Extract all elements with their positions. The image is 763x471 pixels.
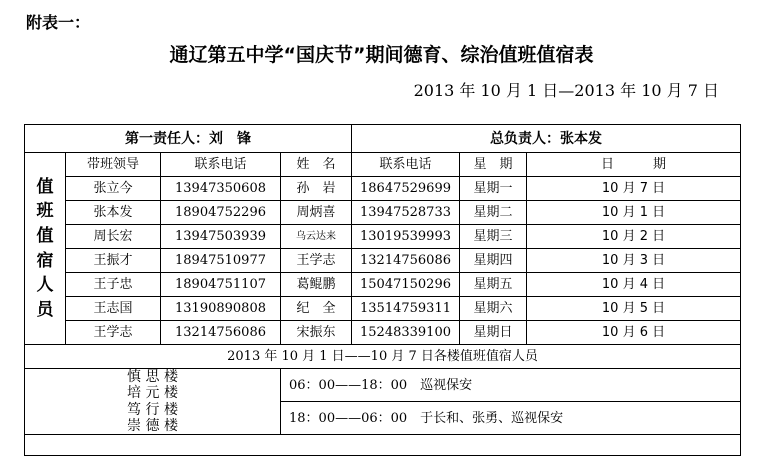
table-row <box>25 225 741 249</box>
date: 10 月 6 日 <box>527 321 741 345</box>
table-row <box>25 321 741 345</box>
side-label-char: 宿 <box>36 250 54 271</box>
column-header: 日 期 <box>527 153 741 177</box>
staff-name: 纪 全 <box>281 297 352 321</box>
leader-name: 王志国 <box>66 297 161 321</box>
building-name: 慎 思 楼 <box>127 369 178 386</box>
leader-phone: 13214756086 <box>161 321 281 345</box>
weekday: 星期五 <box>460 273 527 297</box>
shift-day: 06：00——18：00 巡视保安 <box>281 369 741 402</box>
staff-phone: 18647529699 <box>352 177 460 201</box>
buildings-caption-row <box>25 345 741 369</box>
date: 10 月 5 日 <box>527 297 741 321</box>
weekday: 星期一 <box>460 177 527 201</box>
weekday: 星期二 <box>460 201 527 225</box>
table-row <box>25 177 741 201</box>
table-row <box>25 273 741 297</box>
column-header: 星 期 <box>460 153 527 177</box>
table-row <box>25 249 741 273</box>
staff-phone: 13214756086 <box>352 249 460 273</box>
leader-phone: 18904751107 <box>161 273 281 297</box>
leader-phone: 13190890808 <box>161 297 281 321</box>
leader-name: 王振才 <box>66 249 161 273</box>
staff-name: 乌云达来 <box>281 225 352 249</box>
attachment-label: 附表一： <box>26 13 91 32</box>
side-label-char: 人 <box>36 275 54 296</box>
column-header: 姓 名 <box>281 153 352 177</box>
weekday: 星期日 <box>460 321 527 345</box>
date: 10 月 3 日 <box>527 249 741 273</box>
leader-name: 王子忠 <box>66 273 161 297</box>
staff-name: 葛鲲鹏 <box>281 273 352 297</box>
building-name: 培 元 楼 <box>127 385 178 402</box>
column-header: 带班领导 <box>66 153 161 177</box>
weekday: 星期四 <box>460 249 527 273</box>
leader-name: 张立今 <box>66 177 161 201</box>
side-label-char: 值 <box>36 176 54 197</box>
leader-name: 张本发 <box>66 201 161 225</box>
weekday: 星期三 <box>460 225 527 249</box>
side-label-char: 值 <box>36 225 54 246</box>
trailing-row <box>25 435 741 456</box>
leader-phone: 18904752296 <box>161 201 281 225</box>
date: 10 月 7 日 <box>527 177 741 201</box>
staff-phone: 13947528733 <box>352 201 460 225</box>
responsible-row <box>25 125 741 153</box>
staff-phone: 13514759311 <box>352 297 460 321</box>
date: 10 月 4 日 <box>527 273 741 297</box>
document-title: 通辽第五中学“国庆节”期间德育、综治值班值宿表 <box>169 44 594 66</box>
leader-name: 周长宏 <box>66 225 161 249</box>
column-header: 联系电话 <box>352 153 460 177</box>
date: 10 月 2 日 <box>527 225 741 249</box>
leader-phone: 13947350608 <box>161 177 281 201</box>
table-row <box>25 201 741 225</box>
column-header: 联系电话 <box>161 153 281 177</box>
staff-phone: 15047150296 <box>352 273 460 297</box>
staff-name: 周炳喜 <box>281 201 352 225</box>
shift-night: 18：00——06：00 于长和、张勇、巡视保安 <box>281 402 741 435</box>
date-range: 2013 年 10 月 1 日—2013 年 10 月 7 日 <box>413 81 719 100</box>
first-responsible: 第一责任人：刘 锋 <box>25 125 352 153</box>
weekday: 星期六 <box>460 297 527 321</box>
date: 10 月 1 日 <box>527 201 741 225</box>
staff-phone: 15248339100 <box>352 321 460 345</box>
side-label-char: 班 <box>36 201 54 222</box>
leader-phone: 13947503939 <box>161 225 281 249</box>
table-row <box>25 297 741 321</box>
buildings-list <box>25 369 281 435</box>
building-name: 崇 德 楼 <box>127 417 178 434</box>
staff-name: 孙 岩 <box>281 177 352 201</box>
side-label-char: 员 <box>36 299 54 320</box>
staff-name: 王学志 <box>281 249 352 273</box>
side-label <box>25 153 66 345</box>
shift-row <box>25 369 741 402</box>
chief-responsible: 总负责人：张本发 <box>352 125 741 153</box>
leader-name: 王学志 <box>66 321 161 345</box>
staff-phone: 13019539993 <box>352 225 460 249</box>
blank-cell <box>25 435 741 456</box>
column-header-row <box>25 153 741 177</box>
buildings-caption: 2013 年 10 月 1 日——10 月 7 日各楼值班值宿人员 <box>25 345 741 369</box>
leader-phone: 18947510977 <box>161 249 281 273</box>
duty-roster-table <box>24 124 741 456</box>
staff-name: 宋振东 <box>281 321 352 345</box>
building-name: 笃 行 楼 <box>127 401 178 418</box>
